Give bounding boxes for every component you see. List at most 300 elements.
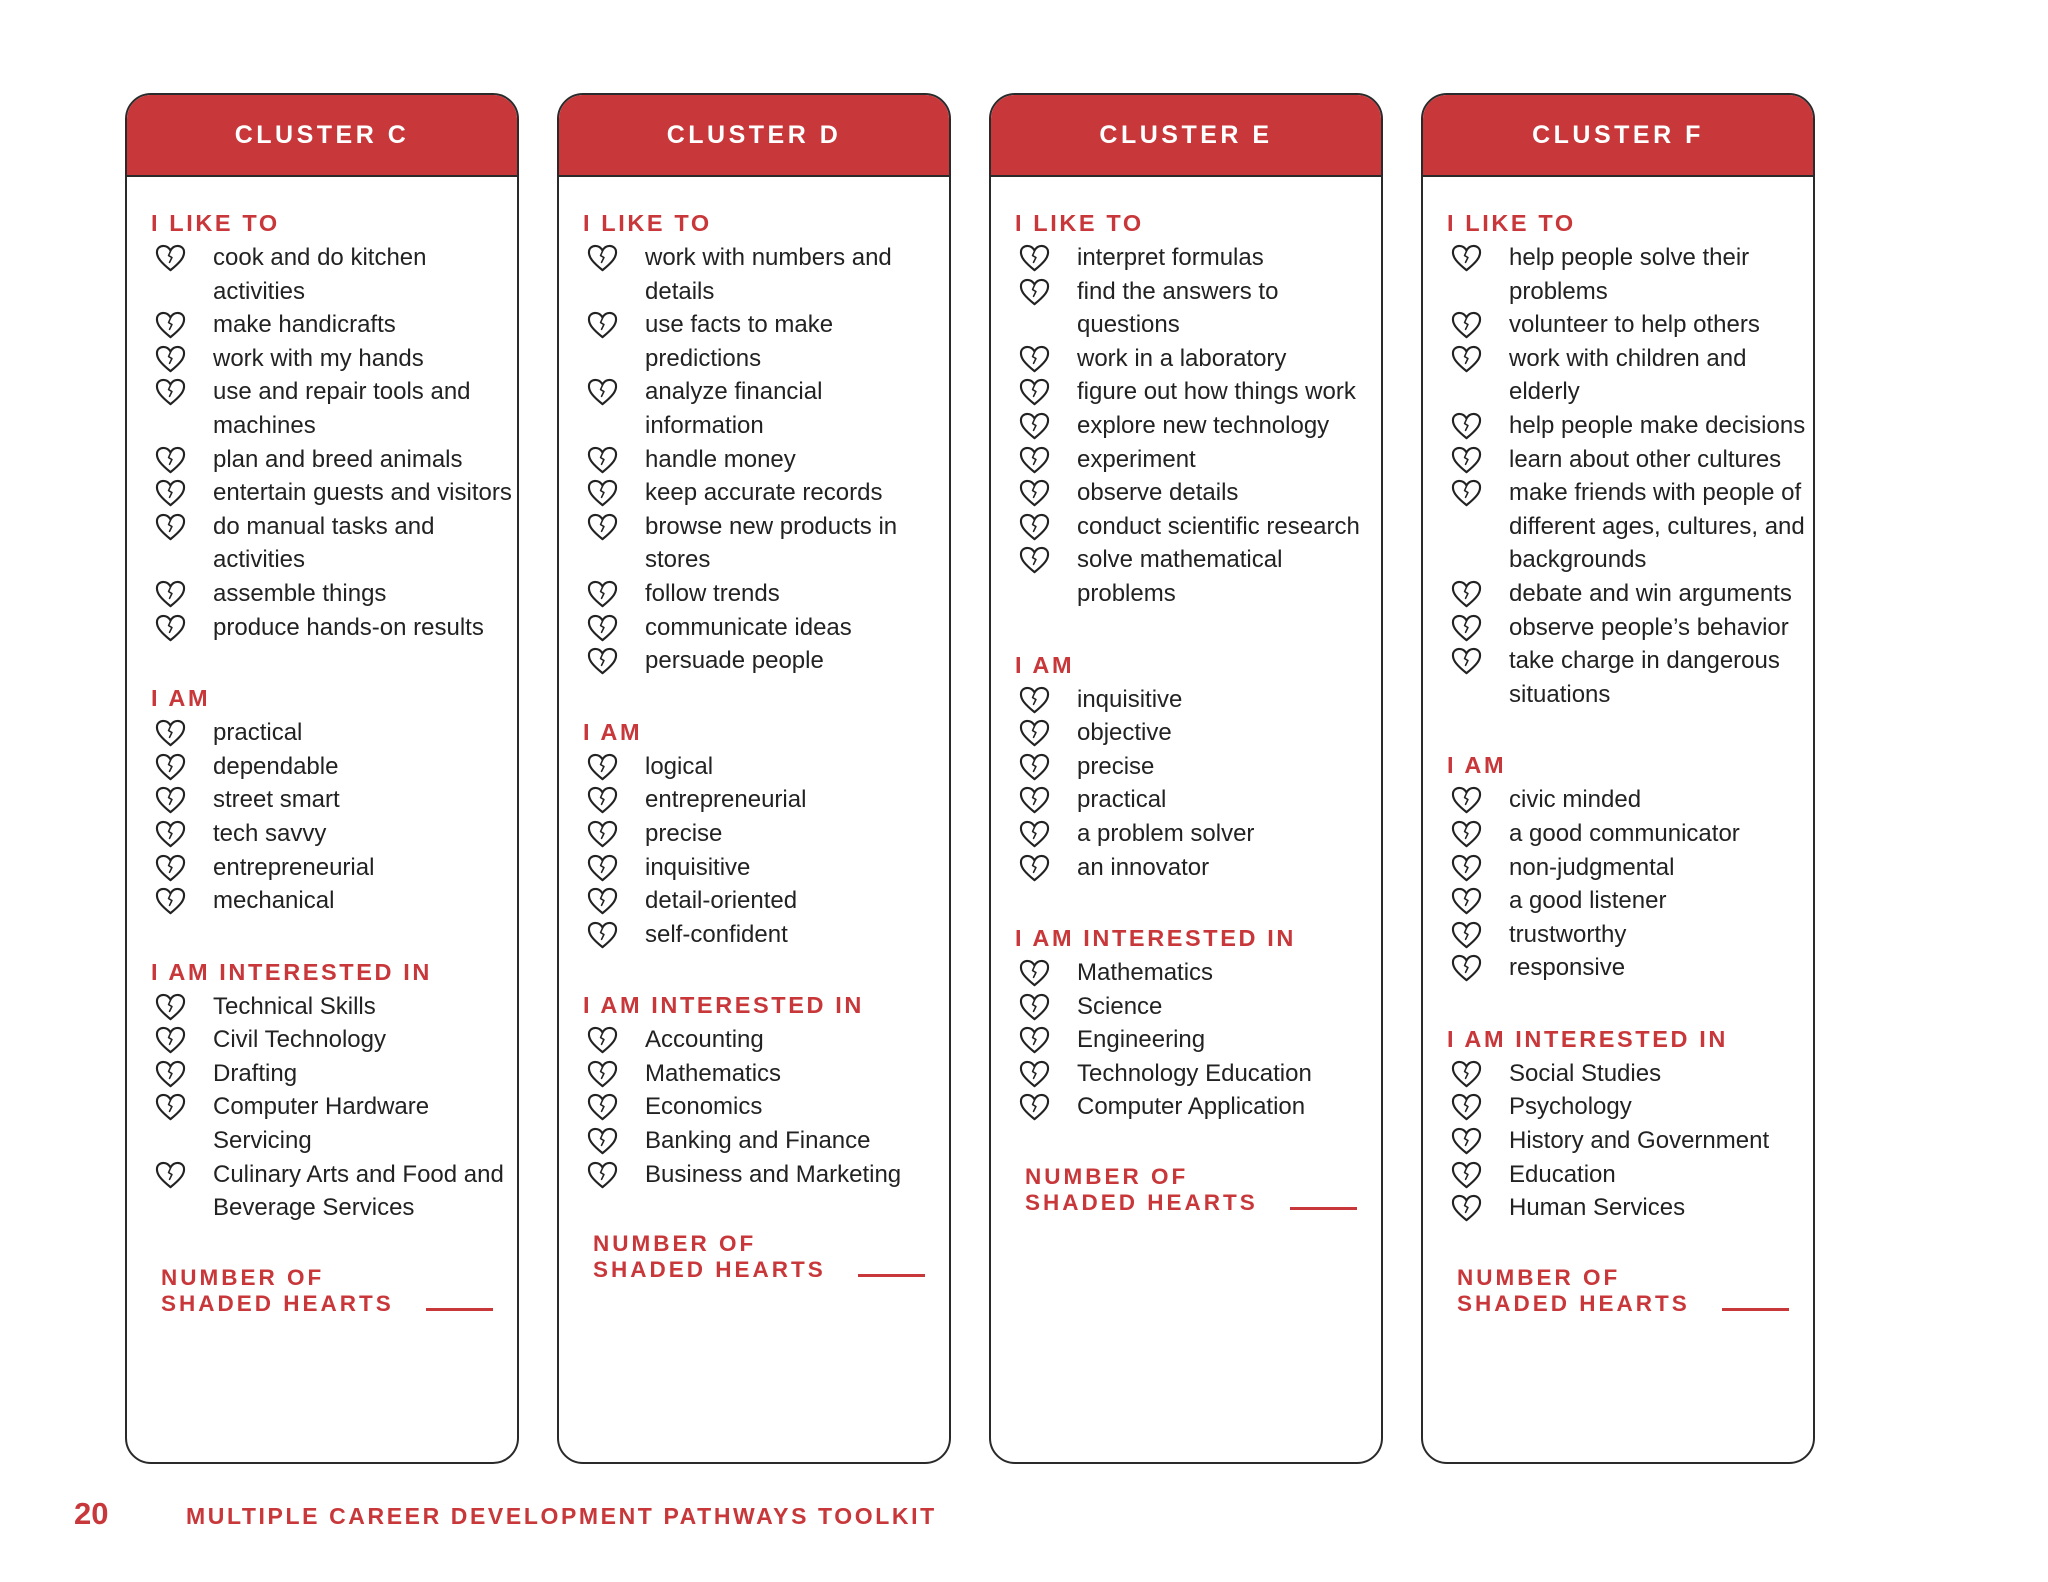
item-list bbox=[583, 1023, 949, 1191]
heart-outline-icon[interactable] bbox=[1019, 545, 1050, 576]
item-list bbox=[151, 716, 517, 918]
cluster-card-e bbox=[989, 93, 1383, 1464]
section bbox=[1447, 209, 1813, 711]
cluster-body bbox=[127, 177, 517, 1321]
list-item bbox=[1447, 1090, 1813, 1124]
list-item bbox=[1015, 476, 1381, 510]
item-label: trustworthy bbox=[1509, 920, 1627, 948]
heart-outline-icon[interactable] bbox=[1019, 277, 1050, 308]
section bbox=[151, 209, 517, 644]
list-item bbox=[583, 611, 949, 645]
item-label: tech savvy bbox=[213, 819, 327, 847]
item-label: experiment bbox=[1077, 445, 1196, 473]
item-label: plan and breed animals bbox=[213, 445, 463, 473]
list-item bbox=[1015, 683, 1381, 717]
item-list bbox=[151, 990, 517, 1225]
section bbox=[151, 958, 517, 1225]
item-list bbox=[1015, 241, 1381, 611]
section-heading: I LIKE TO bbox=[151, 210, 280, 236]
heart-outline-icon[interactable] bbox=[155, 310, 186, 341]
item-label: cook and do kitchen activities bbox=[213, 244, 427, 305]
list-item bbox=[1015, 275, 1381, 342]
item-label: entrepreneurial bbox=[213, 853, 375, 881]
item-label: analyze financial information bbox=[645, 378, 823, 439]
list-item bbox=[1447, 1057, 1813, 1091]
heart-outline-icon[interactable] bbox=[1019, 853, 1050, 884]
list-item bbox=[1015, 510, 1381, 544]
item-label: work with numbers and details bbox=[645, 244, 892, 305]
list-item bbox=[1447, 1124, 1813, 1158]
list-item bbox=[1447, 577, 1813, 611]
item-label: Technology Education bbox=[1077, 1059, 1312, 1087]
list-item bbox=[1015, 543, 1381, 610]
section bbox=[583, 991, 949, 1191]
item-label: communicate ideas bbox=[645, 613, 852, 641]
section-heading: I AM bbox=[151, 685, 211, 712]
item-label: keep accurate records bbox=[645, 479, 883, 507]
heart-outline-icon[interactable] bbox=[1019, 1059, 1050, 1090]
heart-outline-icon[interactable] bbox=[1451, 344, 1482, 375]
item-label: do manual tasks and activities bbox=[213, 512, 435, 574]
section bbox=[583, 718, 949, 952]
item-list bbox=[1447, 241, 1813, 711]
item-label: a good listener bbox=[1509, 887, 1667, 915]
list-item bbox=[1447, 409, 1813, 443]
list-item bbox=[583, 1124, 949, 1158]
item-label: observe details bbox=[1077, 479, 1239, 507]
item-list bbox=[1447, 1057, 1813, 1225]
cluster-body bbox=[559, 177, 949, 1287]
item-label: Science bbox=[1077, 992, 1163, 1020]
item-label: detail-oriented bbox=[645, 887, 798, 915]
heart-outline-icon[interactable] bbox=[587, 445, 618, 476]
list-item bbox=[583, 884, 949, 918]
item-label: civic minded bbox=[1509, 786, 1642, 814]
list-item bbox=[1447, 851, 1813, 885]
heart-outline-icon[interactable] bbox=[1451, 613, 1482, 644]
list-item bbox=[1447, 644, 1813, 711]
item-label: inquisitive bbox=[1077, 685, 1183, 713]
heart-outline-icon[interactable] bbox=[155, 478, 186, 509]
heart-outline-icon[interactable] bbox=[587, 1160, 618, 1191]
heart-outline-icon[interactable] bbox=[1019, 445, 1050, 476]
list-item bbox=[151, 817, 517, 851]
heart-outline-icon[interactable] bbox=[155, 1160, 186, 1191]
heart-outline-icon[interactable] bbox=[155, 579, 186, 610]
section bbox=[1447, 751, 1813, 985]
heart-outline-icon[interactable] bbox=[1451, 478, 1482, 509]
item-label: Economics bbox=[645, 1093, 763, 1121]
item-label: make friends with people of different ages, cultures, and backgrounds bbox=[1509, 479, 1805, 574]
heart-outline-icon[interactable] bbox=[155, 512, 186, 543]
section-heading: I AM INTERESTED IN bbox=[151, 958, 432, 985]
item-label: figure out how things work bbox=[1077, 378, 1356, 406]
count-blank-line[interactable] bbox=[426, 1308, 493, 1311]
section-heading: I AM INTERESTED IN bbox=[583, 992, 864, 1019]
count-label: SHADED HEARTS bbox=[1457, 1290, 1690, 1316]
shaded-hearts-count bbox=[593, 1231, 949, 1287]
heart-outline-icon[interactable] bbox=[1451, 920, 1482, 951]
list-item bbox=[151, 750, 517, 784]
list-item bbox=[151, 375, 517, 442]
item-label: logical bbox=[645, 752, 714, 780]
item-label: Business and Marketing bbox=[645, 1160, 902, 1188]
item-label: assemble things bbox=[213, 579, 387, 607]
item-label: History and Government bbox=[1509, 1127, 1770, 1155]
heart-outline-icon[interactable] bbox=[1019, 478, 1050, 509]
section bbox=[1015, 924, 1381, 1124]
cluster-card-d bbox=[557, 93, 951, 1464]
heart-outline-icon[interactable] bbox=[587, 579, 618, 610]
heart-outline-icon[interactable] bbox=[587, 646, 618, 677]
section bbox=[1447, 1025, 1813, 1225]
item-label: observe people’s behavior bbox=[1509, 613, 1789, 641]
list-item bbox=[583, 1158, 949, 1192]
heart-outline-icon[interactable] bbox=[587, 853, 618, 884]
item-label: interpret formulas bbox=[1077, 244, 1264, 271]
list-item bbox=[151, 510, 517, 577]
list-item bbox=[151, 851, 517, 885]
heart-outline-icon[interactable] bbox=[155, 819, 186, 850]
heart-outline-icon[interactable] bbox=[587, 1126, 618, 1157]
item-label: Education bbox=[1509, 1160, 1616, 1188]
item-label: Mathematics bbox=[645, 1059, 782, 1087]
list-item bbox=[151, 611, 517, 645]
heart-outline-icon[interactable] bbox=[155, 785, 186, 816]
list-item bbox=[1015, 1090, 1381, 1124]
item-label: an innovator bbox=[1077, 853, 1210, 881]
item-label: a good communicator bbox=[1509, 819, 1740, 847]
item-label: Computer Application bbox=[1077, 1093, 1306, 1121]
list-item bbox=[151, 1158, 517, 1225]
item-label: Engineering bbox=[1077, 1026, 1206, 1054]
heart-outline-icon[interactable] bbox=[1451, 243, 1482, 274]
item-label: practical bbox=[1077, 786, 1167, 814]
heart-outline-icon[interactable] bbox=[587, 1092, 618, 1123]
heart-outline-icon[interactable] bbox=[587, 377, 618, 408]
list-item bbox=[1015, 817, 1381, 851]
section-heading: I LIKE TO bbox=[1447, 210, 1576, 236]
heart-outline-icon[interactable] bbox=[587, 310, 618, 341]
heart-outline-icon[interactable] bbox=[587, 1059, 618, 1090]
heart-outline-icon[interactable] bbox=[1019, 992, 1050, 1023]
list-item bbox=[583, 1057, 949, 1091]
page-number: 20 bbox=[74, 1496, 109, 1531]
item-label: solve mathematical problems bbox=[1077, 546, 1283, 607]
list-item bbox=[1447, 342, 1813, 409]
item-label: work in a laboratory bbox=[1077, 344, 1287, 372]
item-label: help people make decisions bbox=[1509, 411, 1806, 439]
heart-outline-icon[interactable] bbox=[1451, 953, 1482, 984]
item-label: Mathematics bbox=[1077, 959, 1214, 987]
item-label: Drafting bbox=[213, 1059, 298, 1087]
item-label: Civil Technology bbox=[213, 1026, 386, 1054]
heart-outline-icon[interactable] bbox=[155, 718, 186, 749]
list-item bbox=[1015, 956, 1381, 990]
cluster-title: CLUSTER D bbox=[559, 95, 949, 177]
list-item bbox=[1015, 750, 1381, 784]
heart-outline-icon[interactable] bbox=[587, 478, 618, 509]
heart-outline-icon[interactable] bbox=[155, 1025, 186, 1056]
list-item bbox=[1447, 918, 1813, 952]
heart-outline-icon[interactable] bbox=[1451, 1193, 1482, 1224]
count-blank-line[interactable] bbox=[858, 1274, 925, 1277]
list-item bbox=[1015, 241, 1381, 275]
item-label: persuade people bbox=[645, 647, 824, 675]
count-blank-line[interactable] bbox=[1290, 1207, 1357, 1210]
cluster-title: CLUSTER F bbox=[1423, 95, 1813, 177]
list-item bbox=[1447, 1191, 1813, 1225]
heart-outline-icon[interactable] bbox=[155, 992, 186, 1023]
item-label: entertain guests and visitors bbox=[213, 479, 512, 507]
item-label: non-judgmental bbox=[1509, 853, 1675, 881]
list-item bbox=[151, 443, 517, 477]
heart-outline-icon[interactable] bbox=[1451, 853, 1482, 884]
list-item bbox=[583, 644, 949, 678]
item-label: responsive bbox=[1509, 954, 1626, 982]
list-item bbox=[583, 241, 949, 308]
list-item bbox=[1447, 1158, 1813, 1192]
item-list bbox=[1447, 783, 1813, 985]
list-item bbox=[583, 308, 949, 375]
section-heading: I AM INTERESTED IN bbox=[1447, 1025, 1728, 1052]
count-label: NUMBER OF bbox=[1457, 1264, 1621, 1290]
heart-outline-icon[interactable] bbox=[1019, 1092, 1050, 1123]
list-item bbox=[151, 884, 517, 918]
count-label: SHADED HEARTS bbox=[593, 1257, 826, 1283]
item-list bbox=[583, 241, 949, 678]
item-label: work with my hands bbox=[213, 344, 424, 372]
item-label: Psychology bbox=[1509, 1093, 1632, 1121]
list-item bbox=[1015, 851, 1381, 885]
section bbox=[151, 684, 517, 918]
item-label: Human Services bbox=[1509, 1194, 1686, 1222]
item-label: use facts to make predictions bbox=[645, 311, 834, 372]
list-item bbox=[583, 375, 949, 442]
section bbox=[1015, 651, 1381, 885]
item-label: mechanical bbox=[213, 887, 335, 915]
cluster-body bbox=[991, 177, 1381, 1220]
list-item bbox=[583, 1023, 949, 1057]
list-item bbox=[1015, 409, 1381, 443]
heart-outline-icon[interactable] bbox=[1451, 310, 1482, 341]
heart-outline-icon[interactable] bbox=[1451, 1092, 1482, 1123]
heart-outline-icon[interactable] bbox=[1019, 377, 1050, 408]
count-label: NUMBER OF bbox=[1025, 1164, 1189, 1190]
item-label: objective bbox=[1077, 719, 1172, 747]
item-label: Technical Skills bbox=[213, 992, 376, 1020]
heart-outline-icon[interactable] bbox=[155, 243, 186, 274]
item-label: Social Studies bbox=[1509, 1059, 1662, 1087]
item-label: street smart bbox=[213, 786, 340, 814]
item-list bbox=[1015, 956, 1381, 1124]
section bbox=[1015, 209, 1381, 611]
list-item bbox=[1447, 817, 1813, 851]
item-list bbox=[151, 241, 517, 644]
section-heading: I AM bbox=[583, 718, 643, 745]
item-label: volunteer to help others bbox=[1509, 311, 1760, 339]
list-item bbox=[1015, 342, 1381, 376]
list-item bbox=[583, 851, 949, 885]
cluster-title: CLUSTER C bbox=[127, 95, 517, 177]
heart-outline-icon[interactable] bbox=[587, 613, 618, 644]
heart-outline-icon[interactable] bbox=[587, 752, 618, 783]
list-item bbox=[583, 918, 949, 952]
list-item bbox=[583, 443, 949, 477]
list-item bbox=[1015, 443, 1381, 477]
count-label: NUMBER OF bbox=[161, 1264, 325, 1290]
item-label: precise bbox=[1077, 752, 1155, 780]
heart-outline-icon[interactable] bbox=[1451, 579, 1482, 610]
heart-outline-icon[interactable] bbox=[1019, 718, 1050, 749]
list-item bbox=[151, 990, 517, 1024]
heart-outline-icon[interactable] bbox=[1451, 445, 1482, 476]
shaded-hearts-count bbox=[1025, 1164, 1381, 1220]
item-label: dependable bbox=[213, 752, 339, 780]
heart-outline-icon[interactable] bbox=[1451, 646, 1482, 677]
heart-outline-icon[interactable] bbox=[1019, 819, 1050, 850]
list-item bbox=[1015, 375, 1381, 409]
count-blank-line[interactable] bbox=[1722, 1308, 1789, 1311]
heart-outline-icon[interactable] bbox=[155, 1092, 186, 1123]
heart-outline-icon[interactable] bbox=[1451, 819, 1482, 850]
heart-outline-icon[interactable] bbox=[1451, 785, 1482, 816]
list-item bbox=[1015, 990, 1381, 1024]
item-label: Banking and Finance bbox=[645, 1127, 871, 1155]
count-label: SHADED HEARTS bbox=[1025, 1190, 1258, 1216]
item-label: entrepreneurial bbox=[645, 786, 807, 814]
list-item bbox=[151, 1023, 517, 1057]
item-label: Culinary Arts and Food and Beverage Services bbox=[213, 1160, 504, 1222]
heart-outline-icon[interactable] bbox=[155, 853, 186, 884]
item-label: Computer Hardware Servicing bbox=[213, 1093, 430, 1155]
item-label: browse new products in stores bbox=[645, 512, 898, 574]
item-label: use and repair tools and machines bbox=[213, 378, 471, 439]
list-item bbox=[1447, 308, 1813, 342]
item-list bbox=[583, 750, 949, 952]
list-item bbox=[151, 716, 517, 750]
cluster-card-f bbox=[1421, 93, 1815, 1464]
section-heading: I AM bbox=[1447, 752, 1507, 779]
list-item bbox=[151, 342, 517, 376]
section-heading: I LIKE TO bbox=[1015, 210, 1144, 236]
heart-outline-icon[interactable] bbox=[1451, 1160, 1482, 1191]
list-item bbox=[151, 1090, 517, 1157]
list-item bbox=[1015, 1057, 1381, 1091]
shaded-hearts-count bbox=[161, 1265, 517, 1321]
section-heading: I AM bbox=[1015, 651, 1075, 678]
list-item bbox=[151, 308, 517, 342]
heart-outline-icon[interactable] bbox=[1019, 1025, 1050, 1056]
item-label: explore new technology bbox=[1077, 411, 1330, 439]
list-item bbox=[1015, 716, 1381, 750]
item-label: take charge in dangerous situations bbox=[1509, 647, 1780, 708]
item-label: conduct scientific research bbox=[1077, 512, 1360, 540]
item-label: work with children and elderly bbox=[1509, 344, 1747, 406]
list-item bbox=[583, 750, 949, 784]
item-label: find the answers to questions bbox=[1077, 277, 1279, 339]
cluster-body bbox=[1423, 177, 1813, 1321]
list-item bbox=[1447, 884, 1813, 918]
heart-outline-icon[interactable] bbox=[1019, 243, 1050, 274]
item-label: debate and win arguments bbox=[1509, 579, 1792, 607]
heart-outline-icon[interactable] bbox=[155, 752, 186, 783]
list-item bbox=[583, 510, 949, 577]
section-heading: I AM INTERESTED IN bbox=[1015, 925, 1296, 952]
list-item bbox=[1015, 783, 1381, 817]
list-item bbox=[151, 1057, 517, 1091]
item-label: produce hands-on results bbox=[213, 613, 484, 641]
list-item bbox=[583, 817, 949, 851]
heart-outline-icon[interactable] bbox=[1451, 1059, 1482, 1090]
heart-outline-icon[interactable] bbox=[587, 819, 618, 850]
heart-outline-icon[interactable] bbox=[1019, 344, 1050, 375]
list-item bbox=[1447, 476, 1813, 577]
item-label: follow trends bbox=[645, 579, 780, 607]
heart-outline-icon[interactable] bbox=[587, 920, 618, 951]
heart-outline-icon[interactable] bbox=[1451, 886, 1482, 917]
heart-outline-icon[interactable] bbox=[587, 886, 618, 917]
heart-outline-icon[interactable] bbox=[1019, 752, 1050, 783]
list-item bbox=[1447, 951, 1813, 985]
heart-outline-icon[interactable] bbox=[155, 886, 186, 917]
heart-outline-icon[interactable] bbox=[1451, 411, 1482, 442]
item-label: help people solve their problems bbox=[1509, 244, 1750, 305]
heart-outline-icon[interactable] bbox=[155, 377, 186, 408]
list-item bbox=[583, 476, 949, 510]
count-label: NUMBER OF bbox=[593, 1231, 757, 1257]
item-label: make handicrafts bbox=[213, 311, 396, 339]
item-label: a problem solver bbox=[1077, 819, 1255, 847]
item-label: handle money bbox=[645, 445, 796, 473]
list-item bbox=[1447, 611, 1813, 645]
item-label: precise bbox=[645, 819, 723, 847]
list-item bbox=[583, 1090, 949, 1124]
heart-outline-icon[interactable] bbox=[155, 344, 186, 375]
heart-outline-icon[interactable] bbox=[155, 1059, 186, 1090]
list-item bbox=[151, 476, 517, 510]
heart-outline-icon[interactable] bbox=[587, 785, 618, 816]
section bbox=[583, 209, 949, 678]
cluster-card-c bbox=[125, 93, 519, 1464]
item-label: Accounting bbox=[645, 1026, 764, 1054]
count-label: SHADED HEARTS bbox=[161, 1290, 394, 1316]
item-label: learn about other cultures bbox=[1509, 445, 1782, 473]
shaded-hearts-count bbox=[1457, 1265, 1813, 1321]
list-item bbox=[1015, 1023, 1381, 1057]
heart-outline-icon[interactable] bbox=[1019, 411, 1050, 442]
list-item bbox=[1447, 241, 1813, 308]
heart-outline-icon[interactable] bbox=[1451, 1126, 1482, 1157]
heart-outline-icon[interactable] bbox=[1019, 785, 1050, 816]
list-item bbox=[583, 577, 949, 611]
heart-outline-icon[interactable] bbox=[1019, 512, 1050, 543]
heart-outline-icon[interactable] bbox=[1019, 685, 1050, 716]
section-heading: I LIKE TO bbox=[583, 210, 712, 236]
heart-outline-icon[interactable] bbox=[587, 1025, 618, 1056]
list-item bbox=[151, 783, 517, 817]
heart-outline-icon[interactable] bbox=[587, 512, 618, 543]
cluster-title: CLUSTER E bbox=[991, 95, 1381, 177]
heart-outline-icon[interactable] bbox=[1019, 958, 1050, 989]
heart-outline-icon[interactable] bbox=[155, 445, 186, 476]
item-label: inquisitive bbox=[645, 853, 751, 881]
heart-outline-icon[interactable] bbox=[155, 613, 186, 644]
item-label: self-confident bbox=[645, 920, 788, 948]
list-item bbox=[1447, 783, 1813, 817]
heart-outline-icon[interactable] bbox=[587, 243, 618, 274]
list-item bbox=[583, 783, 949, 817]
